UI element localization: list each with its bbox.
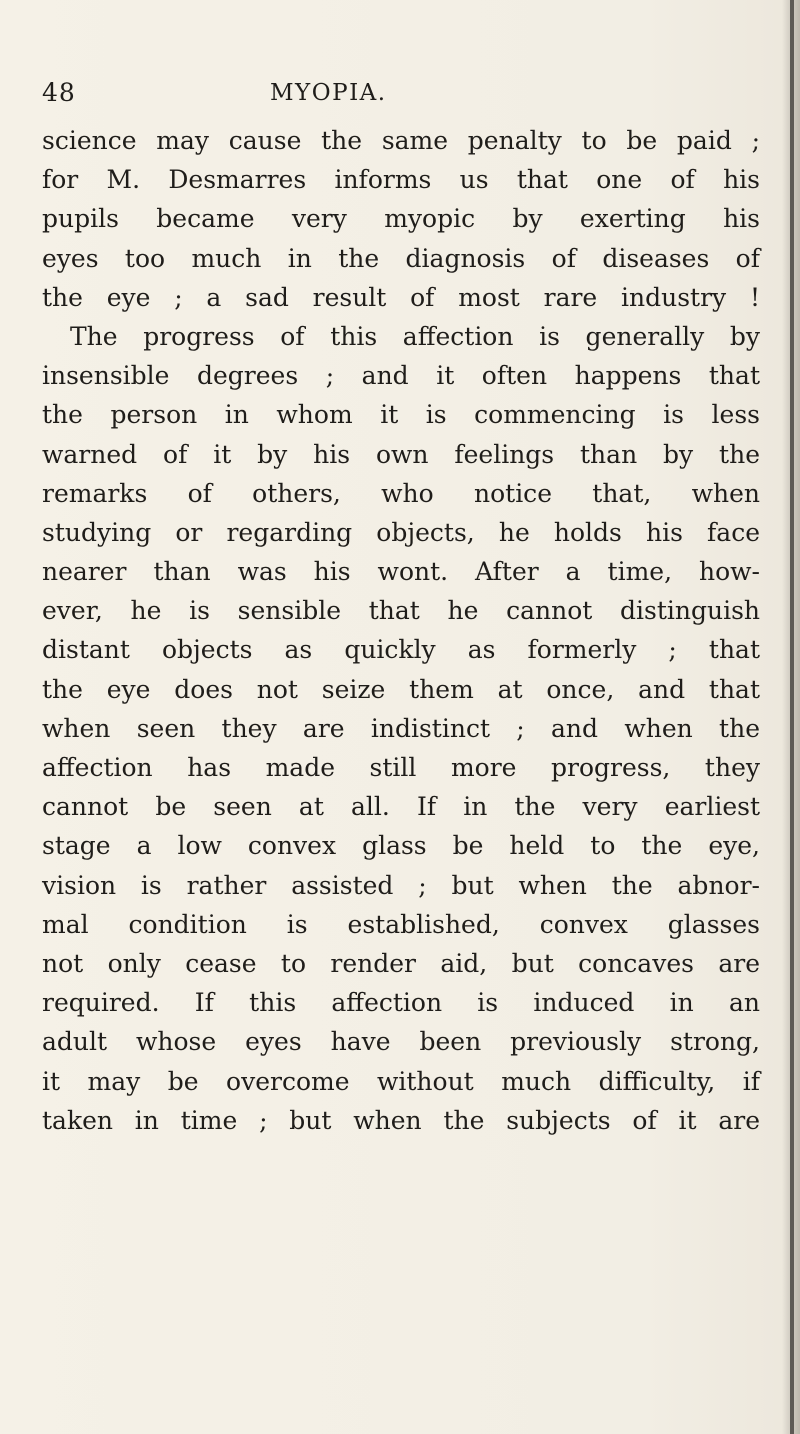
text-line: the eye ; a sad result of most rare industry ! <box>42 282 760 312</box>
text-line: the eye does not seize them at once, and that <box>42 674 760 704</box>
text-line: not only cease to render aid, but concaves are <box>42 948 760 978</box>
text-line: science may cause the same penalty to be paid ; <box>42 126 760 155</box>
text-line: ever, he is sensible that he cannot distinguish <box>42 596 760 626</box>
body-text <box>42 121 760 1140</box>
text-line: pupils became very myopic by exerting his <box>42 204 760 234</box>
text-line: when seen they are indistinct ; and when the <box>42 713 760 743</box>
text-line: The progress of this affection is generally by <box>70 321 760 351</box>
text-line: for M. Desmarres informs us that one of his <box>42 165 760 195</box>
text-line: adult whose eyes have been previously strong, <box>42 1027 760 1057</box>
text-line: affection has made still more progress, they <box>42 753 760 782</box>
text-line: insensible degrees ; and it often happens that <box>42 361 760 391</box>
text-line: the person in whom it is commencing is less <box>42 400 760 430</box>
text-line: mal condition is established, convex glasses <box>42 909 760 939</box>
running-head: MYOPIA. <box>270 80 387 106</box>
text-line: required. If this affection is induced in an <box>42 988 760 1018</box>
text-line: cannot be seen at all. If in the very earliest <box>42 792 760 822</box>
text-line: studying or regarding objects, he holds his face <box>42 517 760 547</box>
page-edge-line <box>790 0 794 1434</box>
text-line: eyes too much in the diagnosis of diseases of <box>42 243 760 273</box>
page-header <box>42 78 732 118</box>
page-number: 48 <box>42 78 76 107</box>
text-line: distant objects as quickly as formerly ; that <box>42 635 760 665</box>
text-line: vision is rather assisted ; but when the abnor- <box>42 870 760 900</box>
text-line: stage a low convex glass be held to the eye, <box>42 831 760 861</box>
text-line: taken in time ; but when the subjects of it are <box>42 1105 760 1135</box>
text-line: warned of it by his own feelings than by the <box>42 439 760 469</box>
text-line: remarks of others, who notice that, when <box>42 478 760 508</box>
text-line: nearer than was his wont. After a time, how- <box>42 557 760 587</box>
text-line: it may be overcome without much difficulty, if <box>42 1066 760 1096</box>
